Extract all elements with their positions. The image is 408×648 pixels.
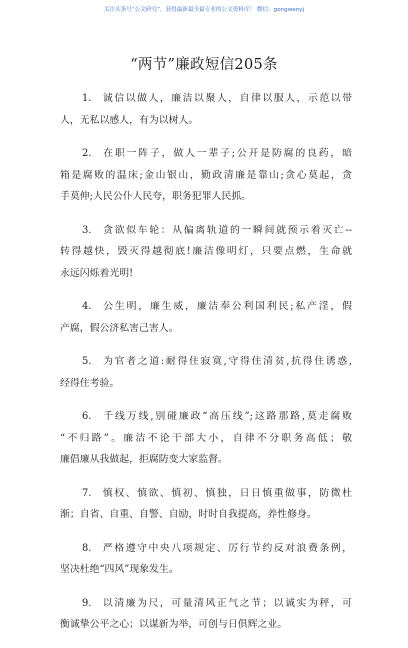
- list-item: [60, 538, 352, 581]
- item-first-line: [60, 593, 352, 615]
- item-number: 2.: [82, 148, 92, 159]
- item-line: 坚决杜绝“四风”现象发生。: [60, 564, 179, 575]
- item-text: 以清廉为尺，可量清风正气之节；以诚实为秤，可: [101, 597, 352, 609]
- item-number: 4.: [82, 301, 92, 312]
- item-first-line: [60, 406, 352, 428]
- item-line: 渐；自省、自重、自警、自励，时时自我提高，养性修身。: [60, 509, 317, 520]
- top-banner[interactable]: 关注头条号“公文研究”，获得最新最全最专业的公文资料库！ 微信：gongwenyj: [103, 7, 305, 13]
- item-first-line: [60, 88, 352, 110]
- item-number: 1.: [82, 93, 92, 104]
- item-text: 贪欲似车轮：从偏离轨道的一瞬间就预示着灭亡--: [101, 224, 352, 236]
- list-item: [60, 593, 352, 636]
- list-item: [60, 351, 352, 394]
- item-first-line: [60, 538, 352, 560]
- item-first-line: [60, 483, 352, 505]
- item-text: 严格遵守中央八项规定、厉行节约反对浪费条例，: [101, 542, 352, 554]
- item-number: 5.: [82, 356, 92, 367]
- item-number: 9.: [82, 597, 92, 609]
- item-line: 箱是腐败的温床;金山银山，勤政清廉是靠山;贪心莫起，贪: [60, 169, 352, 181]
- item-first-line: [60, 143, 352, 165]
- item-first-line: [60, 351, 352, 373]
- item-line: 产腐，假公济私害己害人。: [60, 322, 179, 334]
- item-text: 千线万线,别碰廉政“高压线”;这路那路,莫走腐败: [101, 411, 352, 422]
- item-line: 手莫伸;人民公仆人民夸，职务犯罪人民抓。: [60, 191, 251, 202]
- document-title: “两节”廉政短信205条: [130, 57, 278, 73]
- sms-list: [60, 88, 352, 648]
- item-line: “不归路”。廉洁不论干部大小，自律不分职务高低；敬: [60, 432, 352, 444]
- item-number: 7.: [82, 487, 92, 499]
- item-number: 3.: [82, 224, 92, 236]
- item-number: 8.: [82, 542, 92, 554]
- item-text: 为官者之道:耐得住寂寞,守得住清贫,抗得住诱惑,: [101, 356, 352, 367]
- item-first-line: [60, 296, 352, 318]
- list-item: [60, 143, 352, 208]
- item-line: 人，无私以感人，有为以树人。: [60, 114, 199, 126]
- item-text: 诚信以做人，廉洁以聚人，自律以服人，示范以带: [101, 93, 352, 104]
- list-item: [60, 406, 352, 471]
- item-line: 廉倡廉从我做起，拒腐防变大家监督。: [60, 454, 228, 465]
- item-line: 衡诚挚公平之心；以谋新为举，可创与日俱辉之业。: [60, 619, 288, 630]
- list-item: [60, 483, 352, 526]
- item-first-line: [60, 220, 352, 242]
- list-item: [60, 88, 352, 131]
- item-line: 经得住考验。: [60, 377, 120, 389]
- item-text: 公生明，廉生威，廉洁奉公利国利民;私产淫，假: [101, 301, 352, 312]
- item-line: 转得越快，毁灭得越彻底!廉洁像明灯，只要点燃，生命就: [60, 246, 352, 257]
- item-line: 永远闪烁着光明!: [60, 267, 134, 279]
- item-number: 6.: [82, 411, 92, 422]
- item-text: 在职一阵子，做人一辈子;公开是防腐的良药，暗: [101, 148, 352, 159]
- list-item: [60, 220, 352, 285]
- item-text: 慎权、慎欲、慎初、慎独，日日慎重做事，防微杜: [101, 487, 352, 499]
- list-item: [60, 296, 352, 339]
